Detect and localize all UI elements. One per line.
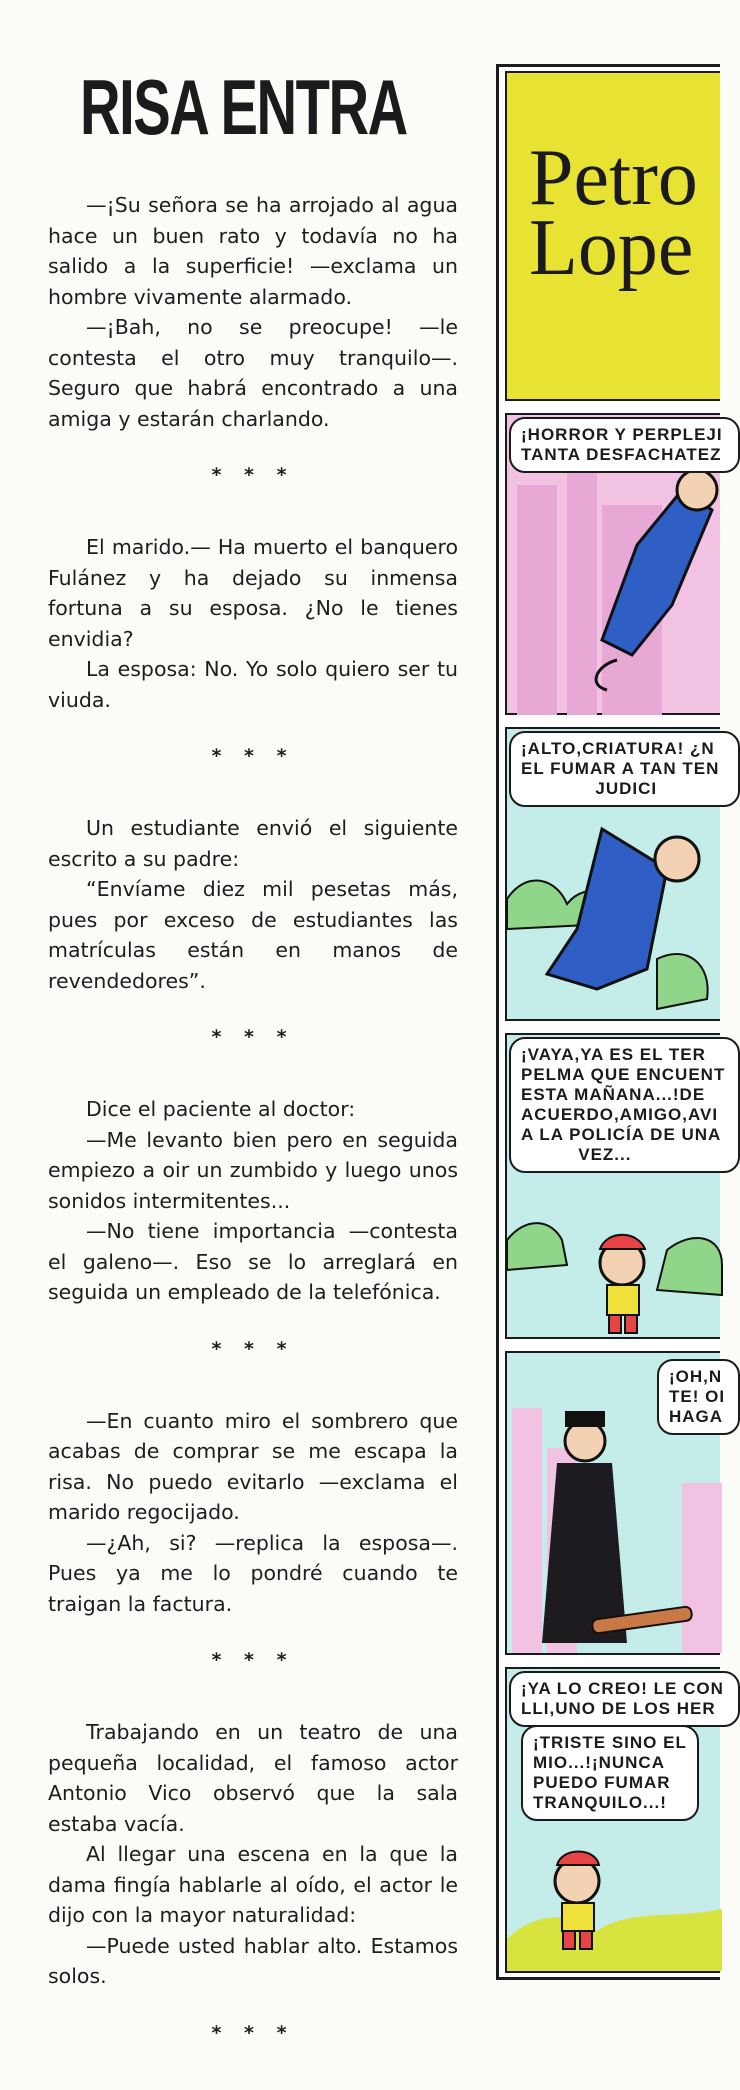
- joke-paragraph: —¿Ah, si? —replica la esposa—. Pues ya me lo pondré cuando te traigan la factura.: [48, 1530, 458, 1616]
- comic-title-panel: [505, 71, 720, 401]
- joke-paragraph: Trabajando en un teatro de una pequeña localidad, el famoso actor Antonio Vico observó que la sala estaba vacía.: [48, 1720, 458, 1836]
- page-title: RISA ENTRA: [80, 63, 407, 151]
- joke-paragraph: El marido.— Ha muerto el banquero Fulánez y ha dejado su inmensa fortuna a su esposa. ¿No le tienes envidia?: [48, 535, 458, 651]
- comic-title-line-2: Lope: [529, 204, 694, 292]
- comic-panel-1: [505, 413, 723, 715]
- balloon-1: ¡HORROR Y PERPLEJI TANTA DESFACHATEZ: [509, 417, 740, 473]
- comic-panel-4: [505, 1351, 726, 1655]
- joke-paragraph: —En cuanto miro el sombrero que acabas de comprar se me escapa la risa. No puedo evitarlo —exclama el marido regocijado.: [48, 1408, 458, 1524]
- joke-separator: * * *: [211, 1026, 295, 1048]
- joke-1: [48, 190, 458, 434]
- joke-paragraph: Un estudiante envió el siguiente escrito a su padre:: [48, 816, 458, 871]
- comic-panel-5: [505, 1667, 724, 1973]
- joke-separator: * * *: [211, 1649, 295, 1671]
- joke-paragraph: —¡Bah, no se preocupe! —le contesta el otro muy tranquilo—. Seguro que habrá encontrado a una amiga y estarán charlando.: [48, 315, 458, 431]
- joke-6: [48, 1717, 458, 1992]
- balloon-5: ¡YA LO CREO! LE CON LLI,UNO DE LOS HER: [509, 1671, 740, 1727]
- joke-2: [48, 532, 458, 715]
- joke-paragraph: —No tiene importancia —contesta el galeno—. Eso se lo arreglará en seguida un empleado de la telefónica.: [48, 1219, 458, 1304]
- joke-paragraph: La esposa: No. Yo solo quiero ser tu viuda.: [48, 657, 458, 712]
- comic-panel-2: [505, 727, 720, 1021]
- joke-paragraph: “Envíame diez mil pesetas más, pues por exceso de estudiantes las matrículas están en manos de revendedores”.: [48, 877, 458, 993]
- comic-title-line-1: Petro: [529, 134, 698, 222]
- comic-title: [529, 134, 698, 292]
- joke-paragraph: Al llegar una escena en la que la dama fingía hablarle al oído, el actor le dijo con la mayor naturalidad:: [48, 1842, 458, 1927]
- comic-panel-3: [505, 1033, 726, 1339]
- joke-paragraph: —¡Su señora se ha arrojado al agua hace un buen rato y todavía no ha salido a la superficie! —exclama un hombre vivamente alarmado.: [48, 193, 458, 309]
- joke-paragraph: —Me levanto bien pero en seguida empiezo a oir un zumbido y luego unos sonidos intermitentes...: [48, 1127, 458, 1213]
- joke-separator: * * *: [211, 1337, 295, 1360]
- joke-4: [48, 1094, 458, 1308]
- joke-separator: * * *: [211, 2021, 295, 2044]
- jokes-column: [48, 190, 458, 2090]
- joke-5: [48, 1406, 458, 1620]
- balloon-3: ¡VAYA,YA ES EL TER PELMA QUE ENCUENT ESTA MAÑANA...!DE ACUERDO,AMIGO,AVI A LA POLICÍA DE UNA VEZ...: [509, 1037, 740, 1173]
- balloon-2: ¡ALTO,CRIATURA! ¿N EL FUMAR A TAN TEN JUDICI: [509, 731, 740, 807]
- comic-strip: [496, 64, 726, 1980]
- balloon-6: ¡TRISTE SINO EL MIO...!¡NUNCA PUEDO FUMAR TRANQUILO...!: [521, 1725, 699, 1821]
- joke-paragraph: Dice el paciente al doctor:: [86, 1097, 356, 1121]
- joke-separator: * * *: [211, 464, 295, 486]
- balloon-4: ¡OH,N TE! OI HAGA: [657, 1359, 740, 1435]
- joke-3: [48, 813, 458, 996]
- joke-separator: * * *: [211, 745, 295, 767]
- joke-paragraph: —Puede usted hablar alto. Estamos solos.: [48, 1933, 458, 1988]
